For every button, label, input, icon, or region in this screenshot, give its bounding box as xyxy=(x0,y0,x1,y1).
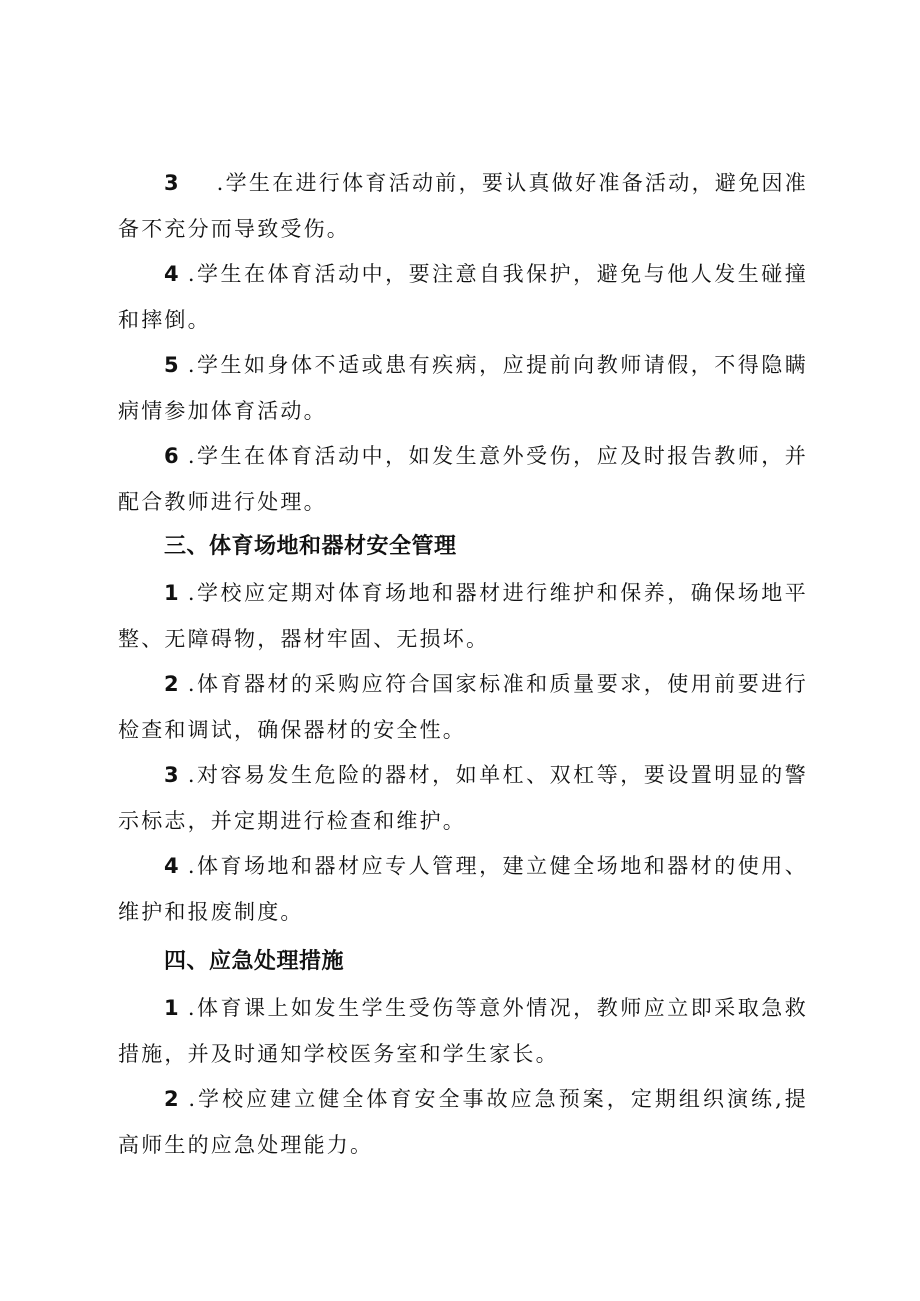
paragraph-text: .体育场地和器材应专人管理，建立健全场地和器材的使用、维护和报废制度。 xyxy=(118,854,808,924)
item-number: 5 xyxy=(164,353,179,377)
paragraph-item xyxy=(118,843,808,935)
paragraph-item xyxy=(118,570,808,662)
paragraph-text: .学生在体育活动中，要注意自我保护，避免与他人发生碰撞和摔倒。 xyxy=(118,262,808,332)
item-number: 3 xyxy=(164,763,179,787)
paragraph-text: .对容易发生危险的器材，如单杠、双杠等，要设置明显的警示标志，并定期进行检查和维护。 xyxy=(118,763,808,833)
item-number: 4 xyxy=(164,854,179,878)
paragraph-item xyxy=(118,1076,808,1168)
item-number: 6 xyxy=(164,444,179,468)
item-number: 2 xyxy=(164,1087,179,1111)
item-number: 2 xyxy=(164,672,179,696)
item-number: 1 xyxy=(164,996,179,1020)
paragraph-item xyxy=(118,752,808,844)
paragraph-text: .体育器材的采购应符合国家标准和质量要求，使用前要进行检查和调试，确保器材的安全性。 xyxy=(118,672,808,742)
paragraph-item xyxy=(118,985,808,1077)
item-number: 1 xyxy=(164,581,179,605)
item-number: 4 xyxy=(164,262,179,286)
paragraph-item xyxy=(118,160,808,252)
paragraph-item xyxy=(118,251,808,343)
paragraph-text: .学生在进行体育活动前，要认真做好准备活动，避免因准备不充分而导致受伤。 xyxy=(118,171,808,241)
paragraph-item xyxy=(118,661,808,753)
section-heading: 三、体育场地和器材安全管理 xyxy=(164,534,457,559)
paragraph-item xyxy=(118,433,808,525)
item-number: 3 xyxy=(164,171,179,195)
paragraph-text: .体育课上如发生学生受伤等意外情况，教师应立即采取急救措施，并及时通知学校医务室和学生家长。 xyxy=(118,996,808,1066)
paragraph-text: .学校应建立健全体育安全事故应急预案，定期组织演练,提高师生的应急处理能力。 xyxy=(118,1087,808,1157)
paragraph-item xyxy=(118,342,808,434)
section-heading: 四、应急处理措施 xyxy=(164,949,345,974)
paragraph-text: .学生如身体不适或患有疾病，应提前向教师请假，不得隐瞒病情参加体育活动。 xyxy=(118,353,808,423)
paragraph-text: .学校应定期对体育场地和器材进行维护和保养，确保场地平整、无障碍物，器材牢固、无损坏。 xyxy=(118,581,808,651)
paragraph-text: .学生在体育活动中，如发生意外受伤，应及时报告教师，并配合教师进行处理。 xyxy=(118,444,808,514)
